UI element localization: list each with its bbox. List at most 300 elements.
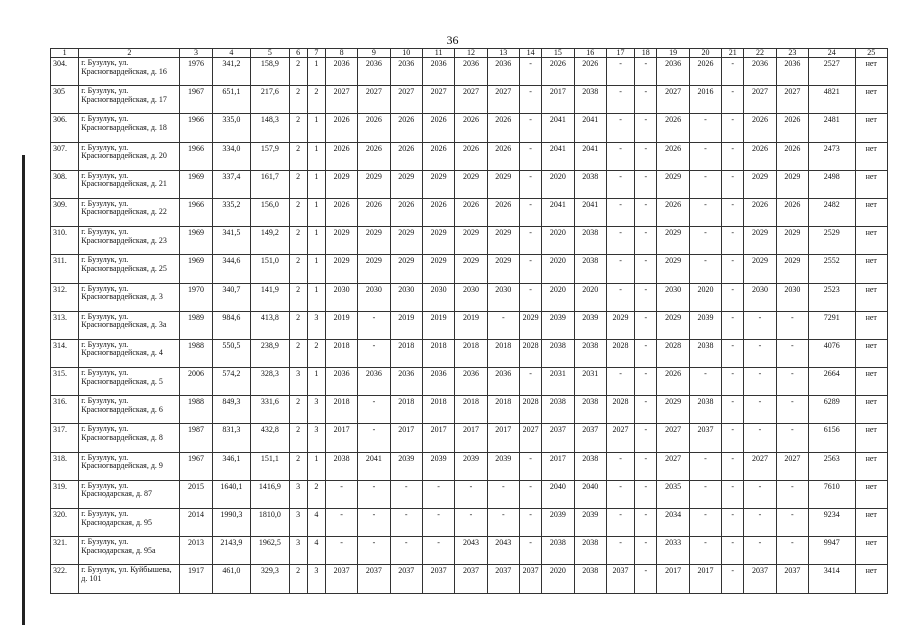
value-cell-col-11: 2036 [422,58,454,86]
value-cell-col-10: 2036 [390,58,422,86]
table-row [51,86,888,114]
header-row [51,49,888,58]
column-header-8: 8 [325,49,357,58]
value-cell-col-11: 2026 [422,114,454,142]
value-cell-col-18: - [635,142,657,170]
value-cell-col-17: - [606,58,634,86]
value-cell-col-24: 7610 [809,480,856,508]
value-cell-col-16: 2039 [574,509,606,537]
column-header-23: 23 [776,49,808,58]
value-cell-col-17: 2028 [606,339,634,367]
value-cell-col-24: 2529 [809,227,856,255]
value-cell-col-8: 2036 [325,368,357,396]
value-cell-col-18: - [635,86,657,114]
address-cell: г. Бузулук, ул. Красногвардейская, д. 8 [79,424,180,452]
value-cell-col-13: - [487,311,519,339]
address-cell: г. Бузулук, ул. Красногвардейская, д. 16 [79,58,180,86]
housing-register-table [50,48,888,594]
value-cell-col-7: 3 [307,565,325,593]
value-cell-col-3: 2013 [180,537,212,565]
value-cell-col-23: - [776,424,808,452]
value-cell-col-12: 2036 [455,368,487,396]
value-cell-col-10: 2026 [390,114,422,142]
value-cell-col-10: 2029 [390,227,422,255]
value-cell-col-9: - [358,396,390,424]
value-cell-col-16: 2038 [574,565,606,593]
value-cell-col-7: 3 [307,311,325,339]
value-cell-col-14: - [519,255,541,283]
value-cell-col-8: 2026 [325,142,357,170]
value-cell-col-25: нет [855,311,887,339]
value-cell-col-12: 2043 [455,537,487,565]
column-header-14: 14 [519,49,541,58]
value-cell-col-3: 1966 [180,142,212,170]
column-header-15: 15 [542,49,574,58]
value-cell-col-6: 2 [289,142,307,170]
value-cell-col-11: 2027 [422,86,454,114]
column-header-22: 22 [744,49,776,58]
value-cell-col-6: 2 [289,58,307,86]
value-cell-col-23: - [776,480,808,508]
value-cell-col-4: 1640,1 [212,480,250,508]
column-header-16: 16 [574,49,606,58]
address-cell: г. Бузулук, ул. Красногвардейская, д. 18 [79,114,180,142]
value-cell-col-3: 2006 [180,368,212,396]
value-cell-col-11: - [422,480,454,508]
address-cell: г. Бузулук, ул. Красногвардейская, д. 21 [79,170,180,198]
column-number-header [51,49,888,58]
value-cell-col-19: 2035 [657,480,689,508]
value-cell-col-10: 2017 [390,424,422,452]
table-row [51,509,888,537]
value-cell-col-22: 2027 [744,86,776,114]
value-cell-col-4: 335,0 [212,114,250,142]
value-cell-col-8: - [325,480,357,508]
value-cell-col-18: - [635,283,657,311]
value-cell-col-22: 2036 [744,58,776,86]
value-cell-col-21: - [722,480,744,508]
value-cell-col-7: 2 [307,86,325,114]
value-cell-col-17: 2028 [606,396,634,424]
value-cell-col-5: 158,9 [251,58,289,86]
value-cell-col-5: 1810,0 [251,509,289,537]
value-cell-col-15: 2038 [542,396,574,424]
value-cell-col-5: 156,0 [251,198,289,226]
value-cell-col-12: 2018 [455,339,487,367]
value-cell-col-17: - [606,114,634,142]
address-cell: г. Бузулук, ул. Красногвардейская, д. 20 [79,142,180,170]
value-cell-col-20: 2038 [689,339,721,367]
value-cell-col-20: 2037 [689,424,721,452]
column-header-25: 25 [855,49,887,58]
value-cell-col-10: - [390,480,422,508]
value-cell-col-9: 2029 [358,255,390,283]
value-cell-col-4: 651,1 [212,86,250,114]
value-cell-col-12: 2026 [455,198,487,226]
value-cell-col-24: 2664 [809,368,856,396]
value-cell-col-21: - [722,424,744,452]
value-cell-col-20: - [689,142,721,170]
value-cell-col-12: 2026 [455,114,487,142]
value-cell-col-4: 550,5 [212,339,250,367]
address-cell: г. Бузулук, ул. Краснодарская, д. 87 [79,480,180,508]
value-cell-col-24: 6156 [809,424,856,452]
value-cell-col-11: 2029 [422,170,454,198]
value-cell-col-23: 2030 [776,283,808,311]
address-cell: г. Бузулук, ул. Красногвардейская, д. 25 [79,255,180,283]
value-cell-col-17: - [606,283,634,311]
value-cell-col-15: 2020 [542,227,574,255]
value-cell-col-6: 2 [289,255,307,283]
value-cell-col-20: - [689,537,721,565]
value-cell-col-14: 2028 [519,339,541,367]
value-cell-col-25: нет [855,509,887,537]
value-cell-col-23: 2027 [776,86,808,114]
row-number: 312. [51,283,79,311]
value-cell-col-3: 1966 [180,198,212,226]
value-cell-col-19: 2029 [657,170,689,198]
value-cell-col-6: 2 [289,339,307,367]
row-number: 319. [51,480,79,508]
value-cell-col-7: 1 [307,58,325,86]
value-cell-col-25: нет [855,114,887,142]
column-header-12: 12 [455,49,487,58]
value-cell-col-23: 2026 [776,198,808,226]
value-cell-col-14: - [519,58,541,86]
value-cell-col-19: 2026 [657,114,689,142]
row-number: 311. [51,255,79,283]
value-cell-col-22: - [744,537,776,565]
value-cell-col-17: - [606,198,634,226]
value-cell-col-9: - [358,311,390,339]
value-cell-col-9: - [358,509,390,537]
value-cell-col-15: 2017 [542,452,574,480]
value-cell-col-10: 2030 [390,283,422,311]
value-cell-col-12: 2036 [455,58,487,86]
value-cell-col-22: 2029 [744,255,776,283]
value-cell-col-9: 2029 [358,170,390,198]
value-cell-col-8: 2036 [325,58,357,86]
value-cell-col-18: - [635,537,657,565]
value-cell-col-12: 2026 [455,142,487,170]
value-cell-col-14: - [519,114,541,142]
value-cell-col-3: 1988 [180,396,212,424]
value-cell-col-21: - [722,227,744,255]
value-cell-col-14: - [519,283,541,311]
column-header-6: 6 [289,49,307,58]
address-cell: г. Бузулук, ул. Краснодарская, д. 95 [79,509,180,537]
value-cell-col-3: 1969 [180,227,212,255]
value-cell-col-19: 2030 [657,283,689,311]
value-cell-col-13: 2039 [487,452,519,480]
value-cell-col-10: 2026 [390,198,422,226]
value-cell-col-22: - [744,480,776,508]
value-cell-col-23: 2026 [776,114,808,142]
value-cell-col-24: 2473 [809,142,856,170]
value-cell-col-6: 2 [289,170,307,198]
value-cell-col-5: 331,6 [251,396,289,424]
value-cell-col-12: 2019 [455,311,487,339]
value-cell-col-21: - [722,509,744,537]
table-body [51,58,888,594]
value-cell-col-25: нет [855,368,887,396]
table-row [51,170,888,198]
value-cell-col-25: нет [855,58,887,86]
value-cell-col-14: - [519,227,541,255]
value-cell-col-16: 2020 [574,283,606,311]
value-cell-col-13: 2036 [487,368,519,396]
value-cell-col-19: 2026 [657,142,689,170]
value-cell-col-7: 1 [307,452,325,480]
value-cell-col-14: 2029 [519,311,541,339]
value-cell-col-18: - [635,509,657,537]
row-number: 305 [51,86,79,114]
value-cell-col-7: 1 [307,198,325,226]
value-cell-col-8: 2019 [325,311,357,339]
row-number: 310. [51,227,79,255]
value-cell-col-18: - [635,311,657,339]
value-cell-col-24: 4076 [809,339,856,367]
table-row [51,368,888,396]
value-cell-col-4: 341,2 [212,58,250,86]
value-cell-col-23: 2029 [776,170,808,198]
value-cell-col-3: 1989 [180,311,212,339]
address-cell: г. Бузулук, ул. Красногвардейская, д. 22 [79,198,180,226]
value-cell-col-24: 7291 [809,311,856,339]
value-cell-col-14: - [519,170,541,198]
value-cell-col-19: 2017 [657,565,689,593]
column-header-7: 7 [307,49,325,58]
value-cell-col-5: 151,1 [251,452,289,480]
value-cell-col-21: - [722,452,744,480]
value-cell-col-9: - [358,480,390,508]
value-cell-col-13: 2029 [487,227,519,255]
value-cell-col-4: 849,3 [212,396,250,424]
value-cell-col-4: 831,3 [212,424,250,452]
value-cell-col-12: 2017 [455,424,487,452]
value-cell-col-23: 2027 [776,452,808,480]
value-cell-col-22: - [744,509,776,537]
value-cell-col-8: 2018 [325,339,357,367]
value-cell-col-6: 3 [289,480,307,508]
table-row [51,198,888,226]
value-cell-col-5: 141,9 [251,283,289,311]
value-cell-col-9: - [358,537,390,565]
row-number: 317. [51,424,79,452]
value-cell-col-22: - [744,396,776,424]
value-cell-col-25: нет [855,424,887,452]
column-header-24: 24 [809,49,856,58]
value-cell-col-15: 2017 [542,86,574,114]
value-cell-col-5: 1962,5 [251,537,289,565]
value-cell-col-7: 1 [307,255,325,283]
value-cell-col-18: - [635,198,657,226]
value-cell-col-16: 2038 [574,396,606,424]
value-cell-col-7: 4 [307,537,325,565]
value-cell-col-8: - [325,509,357,537]
value-cell-col-13: 2017 [487,424,519,452]
value-cell-col-18: - [635,396,657,424]
value-cell-col-22: - [744,424,776,452]
value-cell-col-15: 2038 [542,339,574,367]
value-cell-col-16: 2038 [574,86,606,114]
value-cell-col-9: - [358,339,390,367]
value-cell-col-12: - [455,509,487,537]
value-cell-col-20: 2038 [689,396,721,424]
value-cell-col-8: 2029 [325,227,357,255]
value-cell-col-16: 2038 [574,537,606,565]
value-cell-col-24: 4821 [809,86,856,114]
value-cell-col-13: 2018 [487,396,519,424]
value-cell-col-24: 6289 [809,396,856,424]
table-row [51,452,888,480]
value-cell-col-16: 2037 [574,424,606,452]
value-cell-col-4: 335,2 [212,198,250,226]
value-cell-col-6: 2 [289,311,307,339]
column-header-21: 21 [722,49,744,58]
value-cell-col-20: 2020 [689,283,721,311]
value-cell-col-13: 2026 [487,198,519,226]
value-cell-col-25: нет [855,396,887,424]
value-cell-col-20: 2016 [689,86,721,114]
table-row [51,58,888,86]
column-header-13: 13 [487,49,519,58]
value-cell-col-15: 2040 [542,480,574,508]
value-cell-col-16: 2040 [574,480,606,508]
value-cell-col-19: 2034 [657,509,689,537]
value-cell-col-25: нет [855,339,887,367]
value-cell-col-10: 2036 [390,368,422,396]
address-cell: г. Бузулук, ул. Краснодарская, д. 95а [79,537,180,565]
value-cell-col-6: 2 [289,565,307,593]
value-cell-col-13: - [487,480,519,508]
value-cell-col-19: 2036 [657,58,689,86]
value-cell-col-4: 574,2 [212,368,250,396]
value-cell-col-22: - [744,311,776,339]
address-cell: г. Бузулук, ул. Красногвардейская, д. 4 [79,339,180,367]
value-cell-col-13: 2037 [487,565,519,593]
value-cell-col-15: 2041 [542,198,574,226]
value-cell-col-17: - [606,537,634,565]
value-cell-col-5: 161,7 [251,170,289,198]
value-cell-col-10: 2039 [390,452,422,480]
value-cell-col-25: нет [855,142,887,170]
value-cell-col-20: - [689,480,721,508]
value-cell-col-21: - [722,368,744,396]
value-cell-col-14: - [519,86,541,114]
value-cell-col-6: 2 [289,227,307,255]
value-cell-col-12: 2027 [455,86,487,114]
value-cell-col-16: 2031 [574,368,606,396]
value-cell-col-24: 2482 [809,198,856,226]
value-cell-col-3: 2015 [180,480,212,508]
value-cell-col-6: 2 [289,86,307,114]
value-cell-col-5: 157,9 [251,142,289,170]
value-cell-col-7: 2 [307,339,325,367]
value-cell-col-11: 2029 [422,255,454,283]
value-cell-col-17: - [606,227,634,255]
row-number: 304. [51,58,79,86]
table-row [51,537,888,565]
value-cell-col-20: 2026 [689,58,721,86]
value-cell-col-19: 2028 [657,339,689,367]
value-cell-col-7: 1 [307,114,325,142]
value-cell-col-24: 2498 [809,170,856,198]
value-cell-col-13: 2029 [487,255,519,283]
value-cell-col-21: - [722,537,744,565]
value-cell-col-10: 2027 [390,86,422,114]
value-cell-col-21: - [722,58,744,86]
column-header-3: 3 [180,49,212,58]
table-row [51,142,888,170]
value-cell-col-14: - [519,452,541,480]
column-header-10: 10 [390,49,422,58]
value-cell-col-6: 3 [289,537,307,565]
column-header-2: 2 [79,49,180,58]
value-cell-col-22: 2029 [744,227,776,255]
value-cell-col-14: 2027 [519,424,541,452]
value-cell-col-19: 2029 [657,227,689,255]
value-cell-col-7: 3 [307,424,325,452]
value-cell-col-19: 2026 [657,368,689,396]
value-cell-col-11: - [422,509,454,537]
value-cell-col-12: - [455,480,487,508]
value-cell-col-14: - [519,480,541,508]
value-cell-col-4: 346,1 [212,452,250,480]
address-cell: г. Бузулук, ул. Красногвардейская, д. 23 [79,227,180,255]
column-header-17: 17 [606,49,634,58]
value-cell-col-11: 2030 [422,283,454,311]
value-cell-col-5: 148,3 [251,114,289,142]
value-cell-col-11: 2018 [422,396,454,424]
value-cell-col-21: - [722,255,744,283]
value-cell-col-5: 1416,9 [251,480,289,508]
value-cell-col-10: - [390,509,422,537]
value-cell-col-11: - [422,537,454,565]
value-cell-col-25: нет [855,565,887,593]
value-cell-col-14: 2037 [519,565,541,593]
value-cell-col-23: 2029 [776,255,808,283]
value-cell-col-18: - [635,368,657,396]
address-cell: г. Бузулук, ул. Куйбышева, д. 101 [79,565,180,593]
value-cell-col-15: 2020 [542,255,574,283]
value-cell-col-4: 337,4 [212,170,250,198]
value-cell-col-19: 2027 [657,424,689,452]
value-cell-col-11: 2026 [422,198,454,226]
value-cell-col-16: 2041 [574,114,606,142]
value-cell-col-21: - [722,311,744,339]
value-cell-col-8: 2026 [325,198,357,226]
value-cell-col-7: 2 [307,480,325,508]
value-cell-col-9: 2037 [358,565,390,593]
value-cell-col-22: 2037 [744,565,776,593]
value-cell-col-21: - [722,339,744,367]
value-cell-col-11: 2026 [422,142,454,170]
value-cell-col-4: 2143,9 [212,537,250,565]
value-cell-col-13: 2026 [487,142,519,170]
address-cell: г. Бузулук, ул. Красногвардейская, д. 3 [79,283,180,311]
row-number: 313. [51,311,79,339]
value-cell-col-4: 344,6 [212,255,250,283]
value-cell-col-21: - [722,86,744,114]
row-number: 321. [51,537,79,565]
value-cell-col-7: 1 [307,227,325,255]
value-cell-col-5: 329,3 [251,565,289,593]
value-cell-col-24: 9234 [809,509,856,537]
value-cell-col-13: 2030 [487,283,519,311]
value-cell-col-5: 413,8 [251,311,289,339]
value-cell-col-8: 2037 [325,565,357,593]
